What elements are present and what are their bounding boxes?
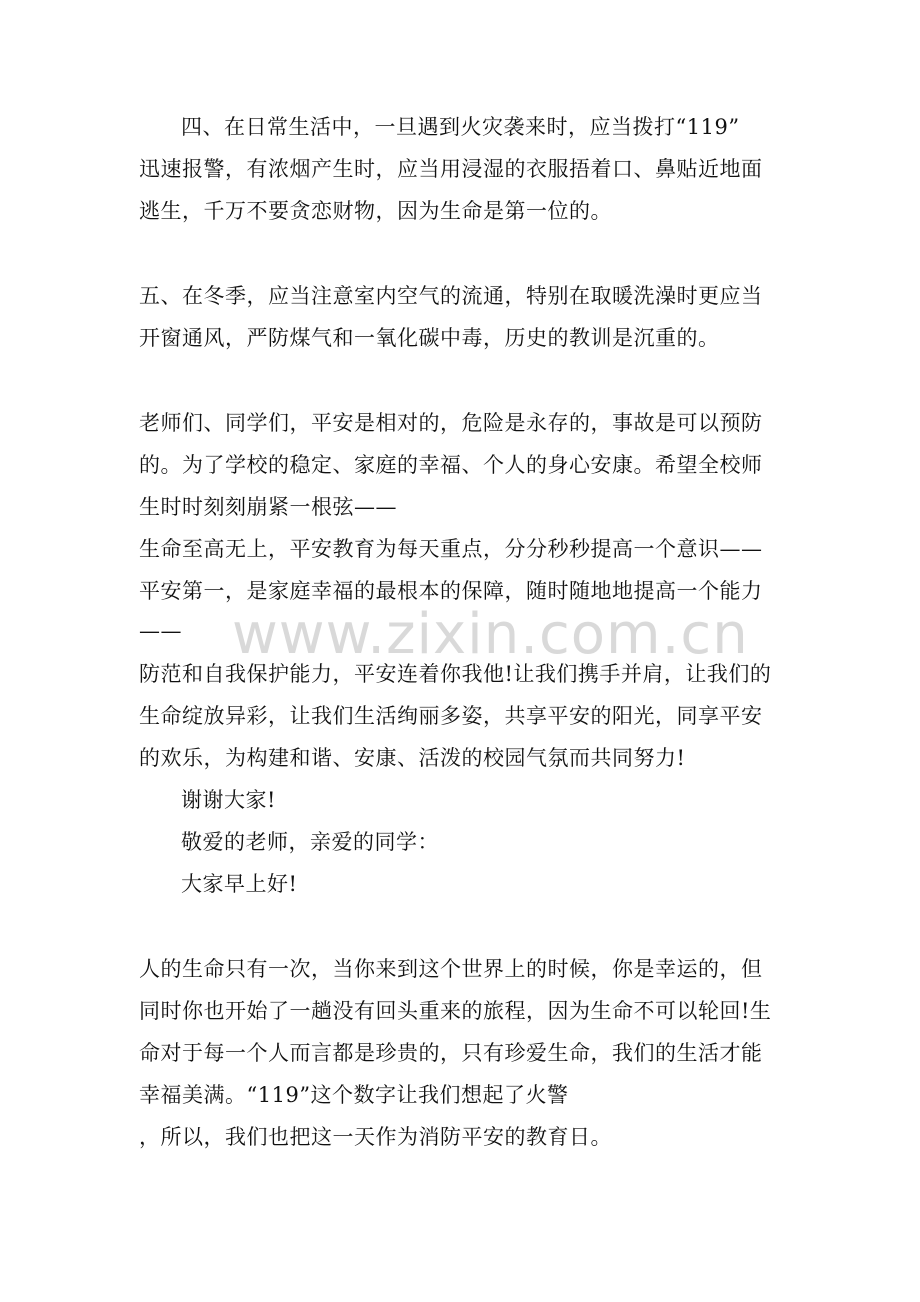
paragraph-line: 的。为了学校的稳定、家庭的幸福、个人的身心安康。希望全校师 xyxy=(139,453,763,477)
paragraph-line: 五、在冬季，应当注意室内空气的流通，特别在取暖洗澡时更应当 xyxy=(139,284,763,308)
closing-line: 谢谢大家! xyxy=(181,788,276,812)
paragraph-line: ，所以，我们也把这一天作为消防平安的教育日。 xyxy=(139,1125,612,1149)
greeting-line: 敬爱的老师，亲爱的同学： xyxy=(181,830,439,854)
paragraph-line: 生时时刻刻崩紧一根弦—— xyxy=(139,495,397,519)
watermark: www.zixin.com.cn xyxy=(232,602,749,667)
paragraph-line: 老师们、同学们，平安是相对的，危险是永存的，事故是可以预防 xyxy=(139,411,763,435)
paragraph-line: 四、在日常生活中，一旦遇到火灾袭来时，应当拨打“119” xyxy=(181,115,740,139)
paragraph-line: —— xyxy=(139,619,182,643)
paragraph-line: 开窗通风，严防煤气和一氧化碳中毒，历史的教训是沉重的。 xyxy=(139,326,720,350)
paragraph-line: 的欢乐，为构建和谐、安康、活泼的校园气氛而共同努力! xyxy=(139,746,686,770)
paragraph-line: 幸福美满。“119”这个数字让我们想起了火警 xyxy=(139,1083,569,1107)
paragraph-line: 生命绽放异彩，让我们生活绚丽多姿，共享平安的阳光，同享平安 xyxy=(139,704,763,728)
paragraph-line: 生命至高无上，平安教育为每天重点，分分秒秒提高一个意识—— xyxy=(139,537,763,561)
paragraph-line: 同时你也开始了一趟没有回头重来的旅程，因为生命不可以轮回!生 xyxy=(139,999,772,1023)
paragraph-line: 平安第一，是家庭幸福的最根本的保障，随时随地地提高一个能力 xyxy=(139,579,763,603)
paragraph-line: 命对于每一个人而言都是珍贵的，只有珍爱生命，我们的生活才能 xyxy=(139,1041,763,1065)
paragraph-line: 迅速报警，有浓烟产生时，应当用浸湿的衣服捂着口、鼻贴近地面 xyxy=(139,157,763,181)
paragraph-line: 逃生，千万不要贪恋财物，因为生命是第一位的。 xyxy=(139,199,612,223)
paragraph-line: 防范和自我保护能力，平安连着你我他!让我们携手并肩，让我们的 xyxy=(139,662,772,686)
paragraph-line: 人的生命只有一次，当你来到这个世界上的时候，你是幸运的，但 xyxy=(139,957,763,981)
greeting-line: 大家早上好! xyxy=(181,872,298,896)
